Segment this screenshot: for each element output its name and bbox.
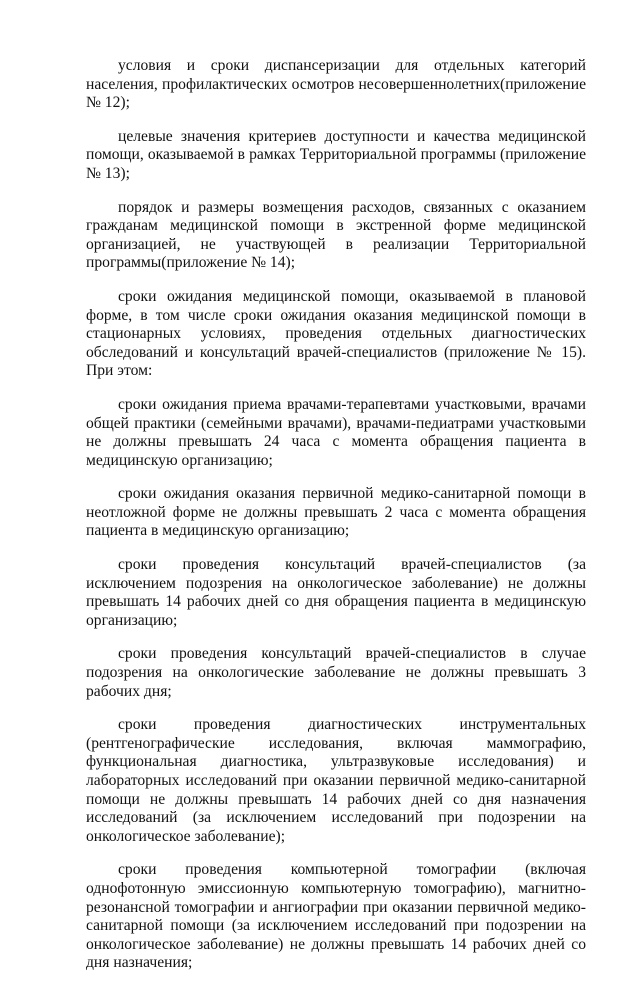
paragraph-diagnostic-tests: сроки проведения диагностических инструментальных (рентгенографические исследования, включая маммографию, функциональная диагностика, ультразвуковые исследования) и лабораторных исследований при оказании первичной медико-санитарной помощи не должны превышать 14 рабочих дней со дня назначения исследований (за исключением исследований при подозрении на онкологическое заболевание); xyxy=(86,716,586,845)
paragraph-oncology-consult: сроки проведения консультаций врачей-специалистов в случае подозрения на онкологические заболевание не должны превышать 3 рабочих дня; xyxy=(86,645,586,700)
document-body xyxy=(86,57,586,988)
paragraph-therapist-wait: сроки ожидания приема врачами-терапевтами участковыми, врачами общей практики (семейными врачами), врачами-педиатрами участковыми не должны превышать 24 часа с момента обращения пациента в медицинскую организацию; xyxy=(86,395,586,469)
paragraph-urgent-care-wait: сроки ожидания оказания первичной медико-санитарной помощи в неотложной форме не должны превышать 2 часа с момента обращения пациента в медицинскую организацию; xyxy=(86,485,586,540)
paragraph-reimbursement: порядок и размеры возмещения расходов, связанных с оказанием гражданам медицинской помощи в экстренной форме медицинской организацией, не участвующей в реализации Территориальной программы(приложение № 14); xyxy=(86,198,586,272)
paragraph-dispensary-conditions: условия и сроки диспансеризации для отдельных категорий населения, профилактических осмотров несовершеннолетних(приложение № 12); xyxy=(86,57,586,112)
paragraph-waiting-times: сроки ожидания медицинской помощи, оказываемой в плановой форме, в том числе сроки ожидания оказания медицинской помощи в стационарных условиях, проведения отдельных диагностических обследований и консультаций врачей-специалистов (приложение № 15). При этом: xyxy=(86,287,586,380)
paragraph-ct-mri: сроки проведения компьютерной томографии (включая однофотонную эмиссионную компьютерную томографию), магнитно-резонансной томографии и ангиографии при оказании первичной медико-санитарной помощи (за исключением исследований при подозрении на онкологическое заболевание) не должны превышать 14 рабочих дней со дня назначения; xyxy=(86,861,586,972)
paragraph-target-values: целевые значения критериев доступности и качества медицинской помощи, оказываемой в рамках Территориальной программы (приложение № 13); xyxy=(86,127,586,182)
paragraph-specialist-consult: сроки проведения консультаций врачей-специалистов (за исключением подозрения на онкологическое заболевание) не должны превышать 14 рабочих дней со дня обращения пациента в медицинскую организацию; xyxy=(86,556,586,629)
